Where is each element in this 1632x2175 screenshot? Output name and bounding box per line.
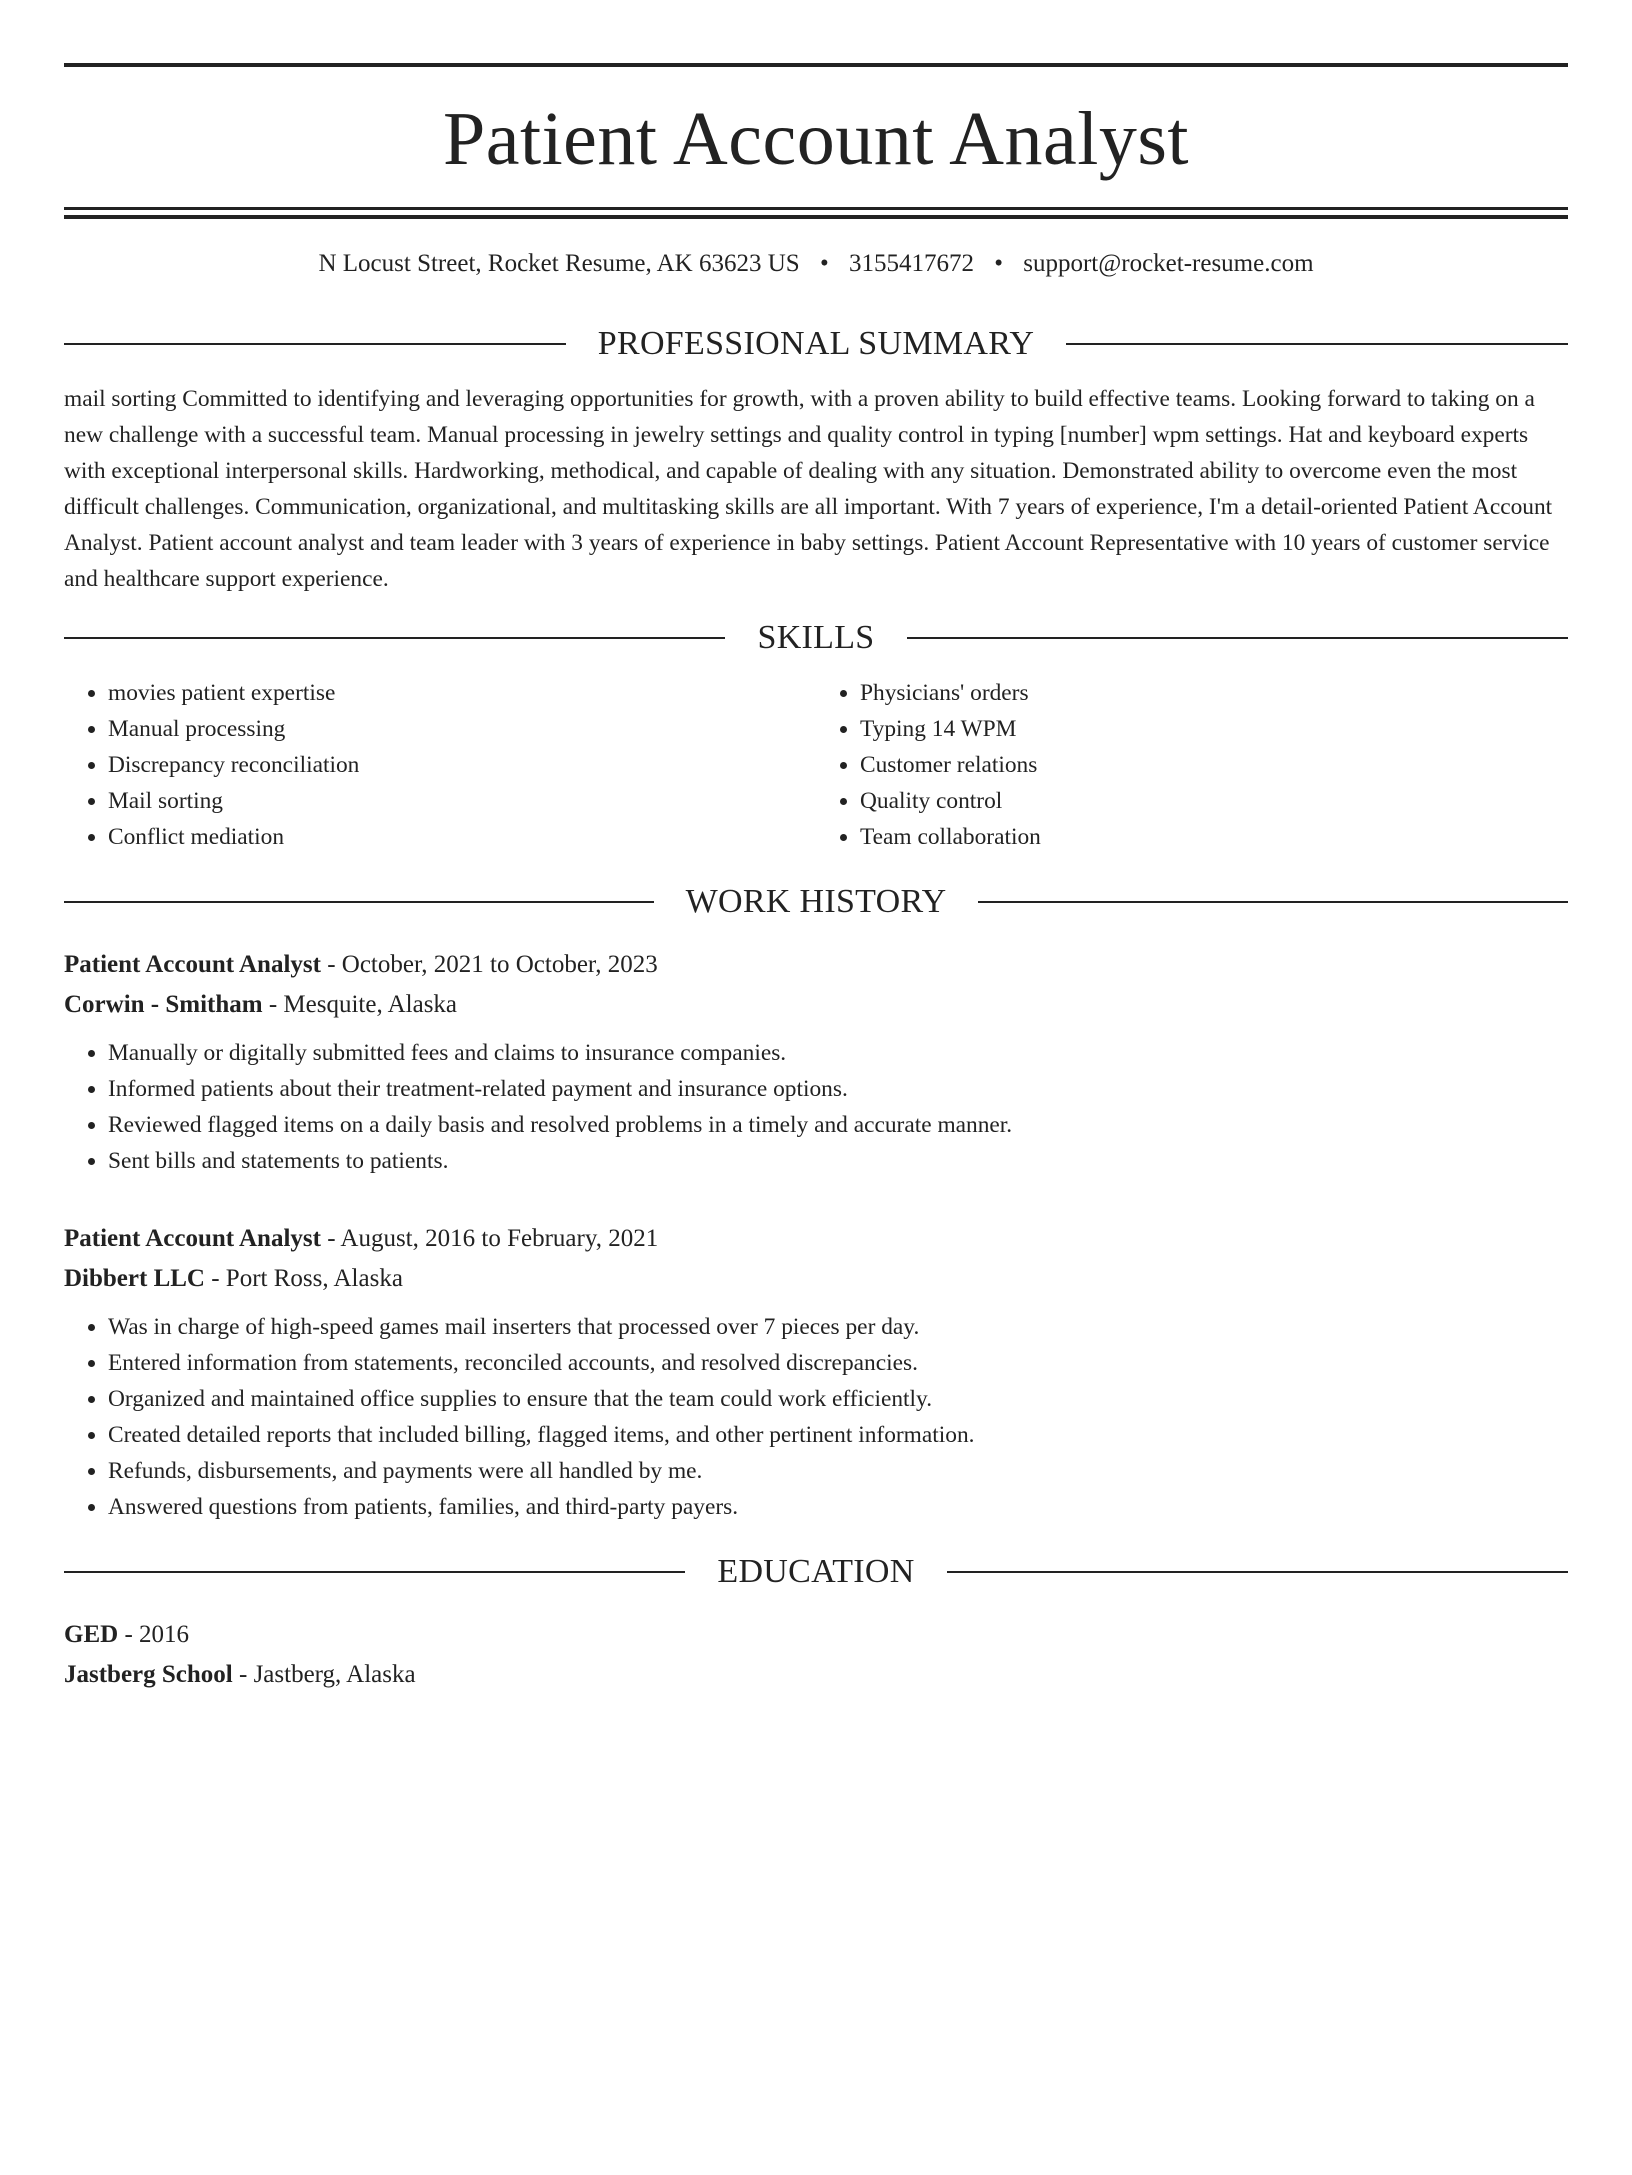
degree: GED — [64, 1621, 119, 1648]
school-line — [64, 1655, 1568, 1695]
job-bullet: • Informed patients about their treatment-related payment and insurance options. — [108, 1071, 1568, 1107]
skill-item: • Physicians' orders — [860, 675, 1568, 711]
skills-title: SKILLS — [757, 619, 875, 656]
skills-column-left — [64, 675, 816, 855]
skills-heading — [64, 621, 1568, 655]
heading-rule-left — [64, 637, 725, 639]
skills-list — [64, 675, 1568, 855]
job-bullets — [64, 1309, 1568, 1525]
skill-item: • Customer relations — [860, 747, 1568, 783]
summary-heading — [64, 327, 1568, 361]
separator-dot: • — [994, 250, 1003, 277]
work-heading — [64, 885, 1568, 919]
job-title-line — [64, 945, 1568, 985]
skill-item: • Typing 14 WPM — [860, 711, 1568, 747]
resume-name: Patient Account Analyst — [442, 97, 1190, 181]
job-bullet: • Entered information from statements, reconciled accounts, and resolved discrepancies. — [108, 1345, 1568, 1381]
job-location: - Port Ross, Alaska — [204, 1265, 403, 1292]
heading-rule-right — [947, 1571, 1568, 1573]
email: support@rocket-resume.com — [1023, 250, 1314, 277]
job-role: Patient Account Analyst — [64, 951, 321, 978]
school: Jastberg School — [64, 1661, 233, 1688]
job-bullet: • Answered questions from patients, families, and third-party payers. — [108, 1489, 1568, 1525]
heading-rule-left — [64, 1571, 685, 1573]
degree-year: - 2016 — [118, 1621, 190, 1648]
education-entry — [64, 1615, 1568, 1695]
job-dates: - October, 2021 to October, 2023 — [320, 951, 658, 978]
job-bullet: • Was in charge of high-speed games mail inserters that processed over 7 pieces per day. — [108, 1309, 1568, 1345]
job-entry — [64, 1219, 1568, 1525]
skill-item: • Discrepancy reconciliation — [108, 747, 816, 783]
summary-title: PROFESSIONAL SUMMARY — [597, 325, 1035, 362]
double-rule — [64, 207, 1568, 219]
skill-item: • Conflict mediation — [108, 819, 816, 855]
heading-rule-right — [907, 637, 1568, 639]
job-entry — [64, 945, 1568, 1179]
job-bullet: • Manually or digitally submitted fees and claims to insurance companies. — [108, 1035, 1568, 1071]
job-bullet: • Refunds, disbursements, and payments were all handled by me. — [108, 1453, 1568, 1489]
skill-item: • Manual processing — [108, 711, 816, 747]
skill-item: • movies patient expertise — [108, 675, 816, 711]
school-location: - Jastberg, Alaska — [232, 1661, 416, 1688]
job-company-line — [64, 1259, 1568, 1299]
job-bullet: • Reviewed flagged items on a daily basis and resolved problems in a timely and accurate manner. — [108, 1107, 1568, 1143]
job-bullets — [64, 1035, 1568, 1179]
heading-rule-right — [1066, 343, 1568, 345]
contact-line — [64, 249, 1568, 279]
separator-dot: • — [819, 250, 829, 277]
job-company: Corwin - Smitham — [64, 991, 263, 1018]
resume-page — [0, 63, 1632, 2175]
heading-rule-left — [64, 901, 654, 903]
top-rule — [64, 63, 1568, 67]
summary-text: mail sorting Committed to identifying and leveraging opportunities for growth, with a proven ability to build effective teams. Looking forward to taking on a new challenge with a successful team. Manual processing in jewelry settings and quality control in typing [number] wpm settings. Hat and keyboard experts with exceptional interpersonal skills. Hardworking, methodical, and capable of dealing with any situation. Demonstrated ability to overcome even the most difficult challenges. Communication, organizational, and multitasking skills are all important. With 7 years of experience, I'm a detail-oriented Patient Account Analyst. Patient account analyst and team leader with 3 years of experience in baby settings. Patient Account Representative with 10 years of customer service and healthcare support experience. — [64, 386, 1553, 592]
phone: 3155417672 — [848, 250, 974, 277]
heading-rule-left — [64, 343, 566, 345]
address: N Locust Street, Rocket Resume, AK 63623 US — [318, 250, 800, 277]
education-title: EDUCATION — [717, 1553, 915, 1590]
job-company-line — [64, 985, 1568, 1025]
job-role: Patient Account Analyst — [64, 1225, 321, 1252]
skill-item: • Quality control — [860, 783, 1568, 819]
job-dates: - August, 2016 to February, 2021 — [320, 1225, 659, 1252]
education-heading — [64, 1555, 1568, 1589]
job-bullet: • Sent bills and statements to patients. — [108, 1143, 1568, 1179]
skills-column-right — [816, 675, 1568, 855]
job-title-line — [64, 1219, 1568, 1259]
job-bullet: • Created detailed reports that included billing, flagged items, and other pertinent information. — [108, 1417, 1568, 1453]
job-location: - Mesquite, Alaska — [262, 991, 458, 1018]
job-bullet: • Organized and maintained office supplies to ensure that the team could work efficiently. — [108, 1381, 1568, 1417]
heading-rule-right — [978, 901, 1568, 903]
work-title: WORK HISTORY — [685, 883, 947, 920]
degree-line — [64, 1615, 1568, 1655]
job-company: Dibbert LLC — [64, 1265, 205, 1292]
skill-item: • Mail sorting — [108, 783, 816, 819]
skill-item: • Team collaboration — [860, 819, 1568, 855]
